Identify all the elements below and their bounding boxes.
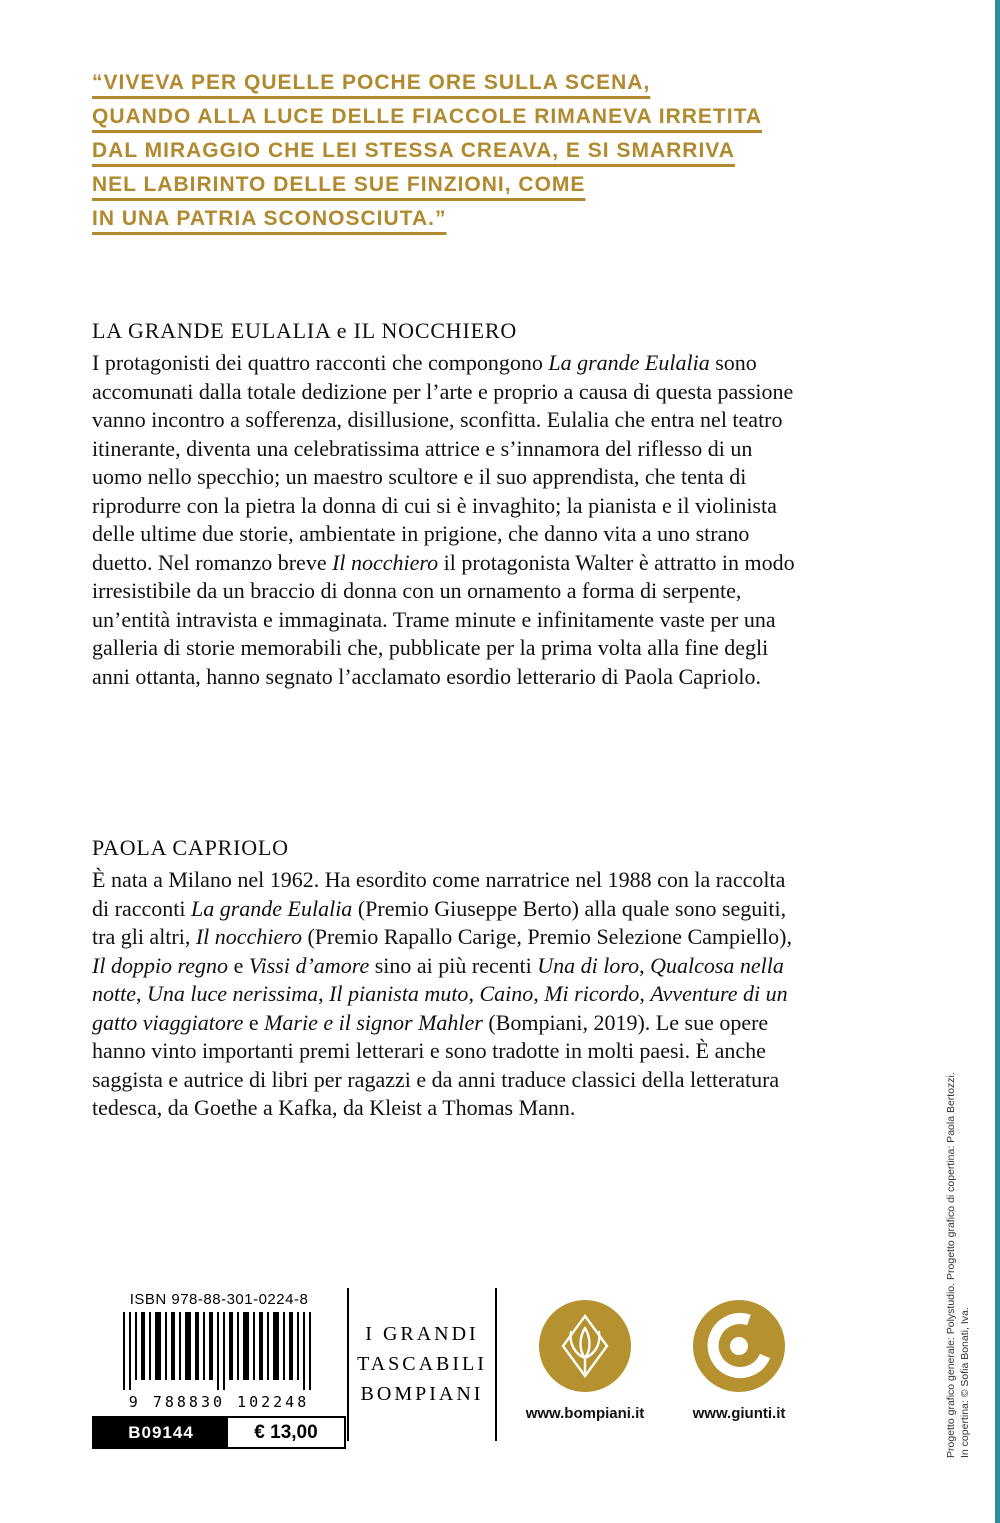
section-heading-author: PAOLA CAPRIOLO bbox=[92, 835, 289, 860]
bompiani-logo-group bbox=[512, 1300, 658, 1422]
section-heading-eulalia: LA GRANDE EULALIA e IL NOCCHIERO bbox=[92, 318, 518, 343]
quote-line: IN UNA PATRIA SCONOSCIUTA.” bbox=[92, 207, 447, 230]
giunti-logo-icon bbox=[666, 1300, 812, 1392]
print-credits bbox=[944, 1026, 972, 1458]
bompiani-url: www.bompiani.it bbox=[525, 1405, 645, 1422]
imprint-line: TASCABILI bbox=[357, 1353, 487, 1375]
price-row bbox=[92, 1416, 346, 1449]
edition-code-badge: B09144 bbox=[94, 1418, 228, 1447]
synopsis-section bbox=[92, 318, 804, 691]
ean-barcode-icon bbox=[116, 1312, 322, 1392]
page-edge-strip bbox=[995, 0, 1000, 1523]
author-bio-paragraph: È nata a Milano nel 1962. Ha esordito come narratrice nel 1988 con la raccolta di racconti La grande Eulalia (Premio Giuseppe Berto) alla quale sono seguiti, tra gli altri, Il nocchiero (Premio Rapallo Carige, Premio Selezione Campiello), Il doppio regno e Vissi d’amore sino ai più recenti Una di loro, Qualcosa nella notte, Una luce nerissima, Il pianista muto, Caino, Mi ricordo, Avventure di un gatto viaggiatore e Marie e il signor Mahler (Bompiani, 2019). Le sue opere hanno vinto importanti premi letterari e sono tradotte in molti paesi. È anche saggista e autrice di libri per ragazzi e da anni traduce classici della letteratura tedesca, da Goethe a Kafka, da Kleist a Thomas Mann. bbox=[92, 867, 792, 1120]
quote-line: QUANDO ALLA LUCE DELLE FIACCOLE RIMANEVA IRRETITA bbox=[92, 105, 763, 128]
imprint-line: I GRANDI bbox=[365, 1323, 479, 1345]
synopsis-paragraph: I protagonisti dei quattro racconti che compongono La grande Eulalia sono accomunati dalla totale dedizione per l’arte e proprio a causa di questa passione vanno incontro a sofferenza, disillusione, sconfitta. Eulalia che entra nel teatro itinerante, diventa una celebratissima attrice e s’innamora del riflesso di un uomo nello specchio; un maestro scultore e il suo apprendista, che tenta di riprodurre con la pietra la donna di cui si è invaghito; la pianista e il violinista delle ultime due storie, ambientate in prigione, che danno vita a uno strano duetto. Nel romanzo breve Il nocchiero il protagonista Walter è attratto in modo irresistibile da un braccio di donna con un ornamento a forma di serpente, un’entità intravista e immaginata. Trame minute e infinitamente vaste per una galleria di storie memorabili che, pubblicate per la prima volta alla fine degli anni ottanta, hanno segnato l’acclamato esordio letterario di Paola Capriolo. bbox=[92, 350, 795, 689]
author-section bbox=[92, 835, 804, 1123]
print-credits-cover-art: In copertina: © Sofia Bonati, Iva. bbox=[959, 1307, 971, 1458]
giunti-url: www.giunti.it bbox=[692, 1405, 786, 1422]
imprint-line: BOMPIANI bbox=[360, 1383, 484, 1405]
imprint-block bbox=[347, 1288, 497, 1441]
pull-quote bbox=[92, 66, 892, 236]
isbn-label: ISBN 978-88-301-0224-8 bbox=[129, 1291, 309, 1308]
quote-line: DAL MIRAGGIO CHE LEI STESSA CREAVA, E SI SMARRIVA bbox=[92, 139, 735, 162]
quote-line: NEL LABIRINTO DELLE SUE FINZIONI, COME bbox=[92, 173, 586, 196]
bompiani-flower-icon bbox=[512, 1300, 658, 1392]
price-label: € 13,00 bbox=[254, 1421, 318, 1443]
giunti-logo-group bbox=[666, 1300, 812, 1422]
barcode-block bbox=[92, 1288, 346, 1449]
quote-line: “VIVEVA PER QUELLE POCHE ORE SULLA SCENA, bbox=[92, 71, 651, 94]
barcode-number: 9 788830 102248 bbox=[128, 1393, 310, 1411]
print-credits-design: Progetto grafico generale: Polystudio. Progetto grafico di copertina: Paola Bertozzi. bbox=[945, 1072, 957, 1458]
